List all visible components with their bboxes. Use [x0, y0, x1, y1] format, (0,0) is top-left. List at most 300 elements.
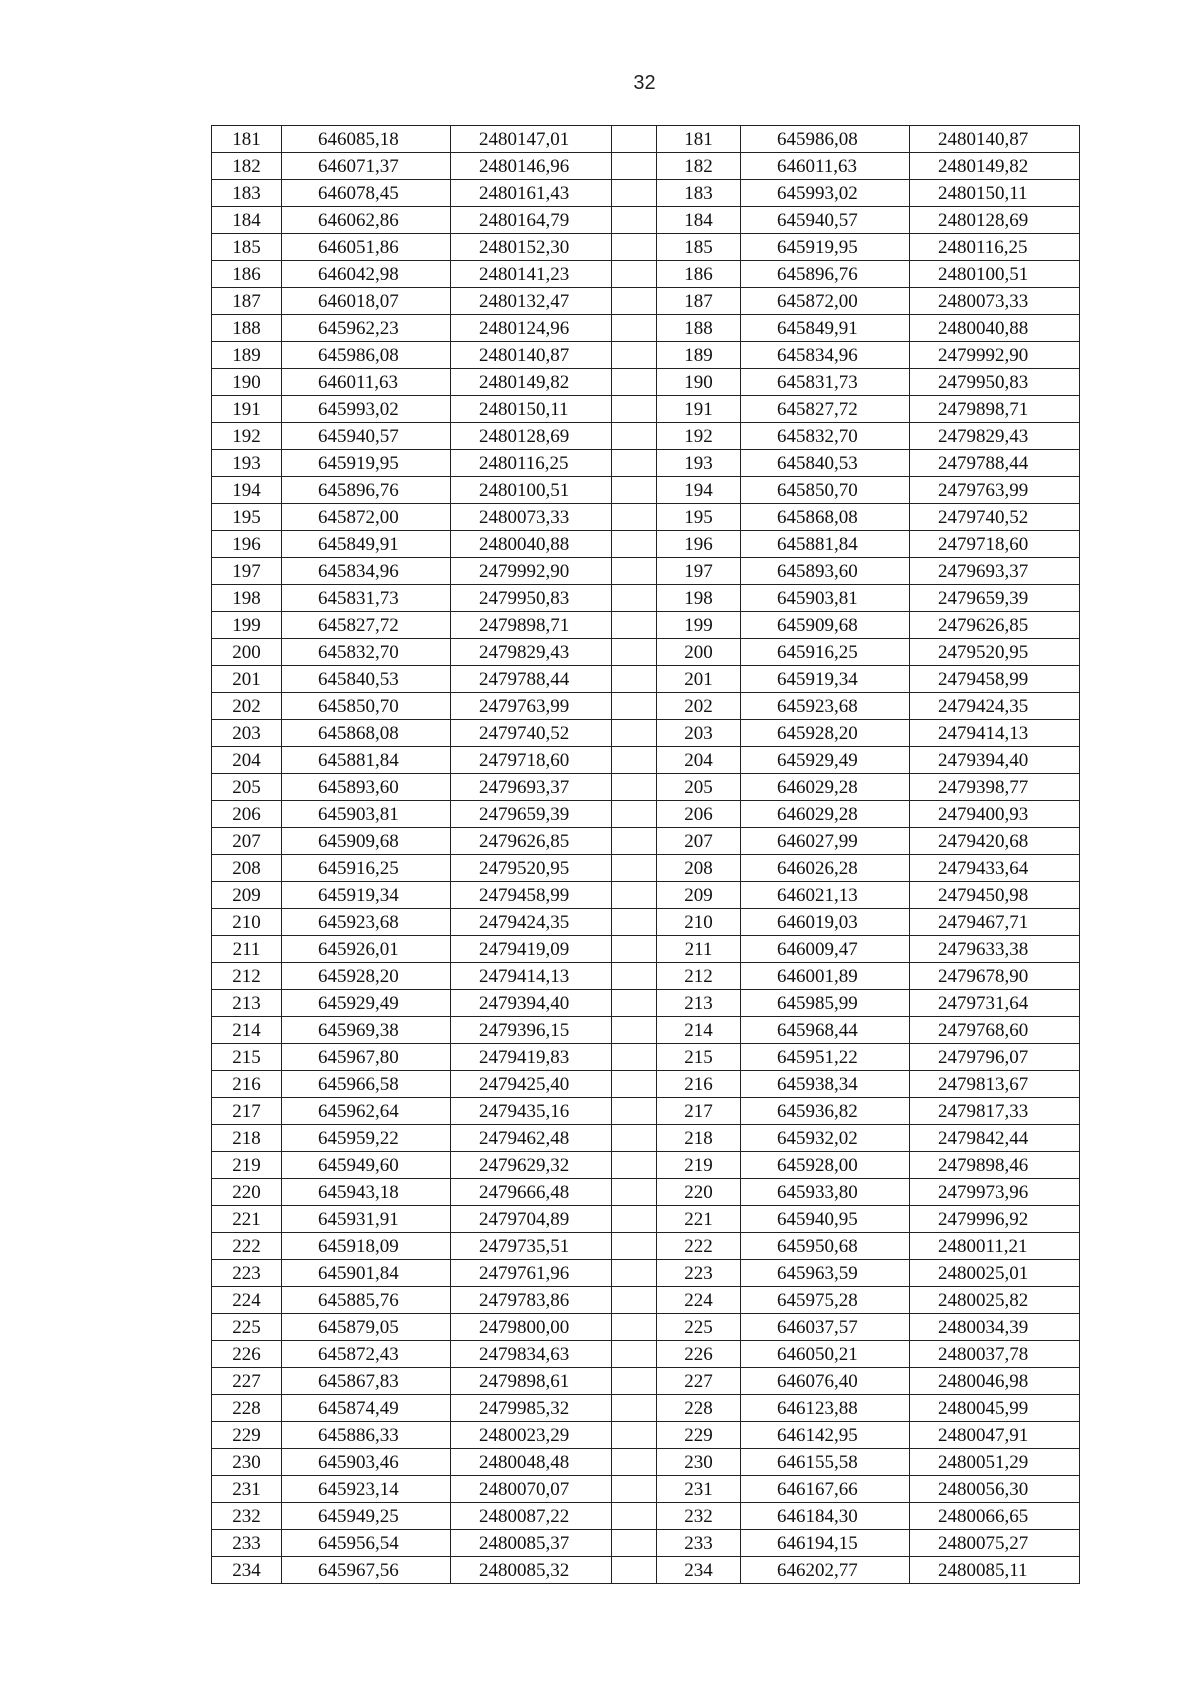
left-x-coordinate-cell: 645929,49	[282, 990, 451, 1017]
right-y-coordinate-cell: 2479718,60	[910, 531, 1080, 558]
right-x-coordinate-cell: 645872,00	[741, 288, 910, 315]
left-y-coordinate-cell: 2479462,48	[451, 1125, 612, 1152]
right-point-number-cell: 213	[657, 990, 741, 1017]
left-point-number-cell: 200	[212, 639, 282, 666]
right-y-coordinate-cell: 2479400,93	[910, 801, 1080, 828]
table-row	[212, 1017, 1080, 1044]
left-point-number-cell: 202	[212, 693, 282, 720]
right-x-coordinate-cell: 645975,28	[741, 1287, 910, 1314]
right-point-number-cell: 201	[657, 666, 741, 693]
right-y-coordinate-cell: 2479763,99	[910, 477, 1080, 504]
right-y-coordinate-cell: 2480056,30	[910, 1476, 1080, 1503]
right-y-coordinate-cell: 2479996,92	[910, 1206, 1080, 1233]
left-x-coordinate-cell: 646042,98	[282, 261, 451, 288]
right-y-coordinate-cell: 2479424,35	[910, 693, 1080, 720]
left-x-coordinate-cell: 645986,08	[282, 342, 451, 369]
column-separator-cell	[612, 1557, 657, 1584]
left-y-coordinate-cell: 2479718,60	[451, 747, 612, 774]
left-point-number-cell: 207	[212, 828, 282, 855]
left-x-coordinate-cell: 645956,54	[282, 1530, 451, 1557]
right-y-coordinate-cell: 2479420,68	[910, 828, 1080, 855]
column-separator-cell	[612, 1152, 657, 1179]
right-point-number-cell: 192	[657, 423, 741, 450]
table-row	[212, 126, 1080, 153]
left-y-coordinate-cell: 2480124,96	[451, 315, 612, 342]
right-x-coordinate-cell: 646029,28	[741, 801, 910, 828]
left-point-number-cell: 213	[212, 990, 282, 1017]
left-x-coordinate-cell: 645896,76	[282, 477, 451, 504]
table-row	[212, 423, 1080, 450]
right-x-coordinate-cell: 645850,70	[741, 477, 910, 504]
left-y-coordinate-cell: 2479898,61	[451, 1368, 612, 1395]
left-x-coordinate-cell: 646071,37	[282, 153, 451, 180]
table-row	[212, 801, 1080, 828]
right-point-number-cell: 185	[657, 234, 741, 261]
right-x-coordinate-cell: 645916,25	[741, 639, 910, 666]
left-y-coordinate-cell: 2479435,16	[451, 1098, 612, 1125]
left-y-coordinate-cell: 2480100,51	[451, 477, 612, 504]
right-x-coordinate-cell: 646029,28	[741, 774, 910, 801]
left-x-coordinate-cell: 645923,68	[282, 909, 451, 936]
left-y-coordinate-cell: 2479424,35	[451, 909, 612, 936]
left-point-number-cell: 182	[212, 153, 282, 180]
column-separator-cell	[612, 504, 657, 531]
right-point-number-cell: 222	[657, 1233, 741, 1260]
left-y-coordinate-cell: 2480146,96	[451, 153, 612, 180]
left-x-coordinate-cell: 646085,18	[282, 126, 451, 153]
left-point-number-cell: 203	[212, 720, 282, 747]
left-y-coordinate-cell: 2479458,99	[451, 882, 612, 909]
left-x-coordinate-cell: 645949,60	[282, 1152, 451, 1179]
left-x-coordinate-cell: 645868,08	[282, 720, 451, 747]
right-point-number-cell: 194	[657, 477, 741, 504]
column-separator-cell	[612, 1314, 657, 1341]
right-x-coordinate-cell: 645938,34	[741, 1071, 910, 1098]
left-point-number-cell: 218	[212, 1125, 282, 1152]
left-y-coordinate-cell: 2479704,89	[451, 1206, 612, 1233]
table-row	[212, 909, 1080, 936]
column-separator-cell	[612, 477, 657, 504]
left-point-number-cell: 206	[212, 801, 282, 828]
right-x-coordinate-cell: 645933,80	[741, 1179, 910, 1206]
left-point-number-cell: 198	[212, 585, 282, 612]
column-separator-cell	[612, 450, 657, 477]
left-point-number-cell: 221	[212, 1206, 282, 1233]
right-y-coordinate-cell: 2479813,67	[910, 1071, 1080, 1098]
right-point-number-cell: 221	[657, 1206, 741, 1233]
table-row	[212, 1476, 1080, 1503]
left-point-number-cell: 220	[212, 1179, 282, 1206]
right-x-coordinate-cell: 645950,68	[741, 1233, 910, 1260]
column-separator-cell	[612, 639, 657, 666]
left-y-coordinate-cell: 2479992,90	[451, 558, 612, 585]
left-point-number-cell: 232	[212, 1503, 282, 1530]
left-y-coordinate-cell: 2479394,40	[451, 990, 612, 1017]
right-x-coordinate-cell: 645993,02	[741, 180, 910, 207]
column-separator-cell	[612, 396, 657, 423]
left-point-number-cell: 231	[212, 1476, 282, 1503]
left-x-coordinate-cell: 645886,33	[282, 1422, 451, 1449]
right-y-coordinate-cell: 2479950,83	[910, 369, 1080, 396]
left-point-number-cell: 187	[212, 288, 282, 315]
table-row	[212, 1341, 1080, 1368]
left-x-coordinate-cell: 645966,58	[282, 1071, 451, 1098]
page-number: 32	[633, 72, 656, 94]
left-y-coordinate-cell: 2480141,23	[451, 261, 612, 288]
right-y-coordinate-cell: 2480046,98	[910, 1368, 1080, 1395]
right-y-coordinate-cell: 2480051,29	[910, 1449, 1080, 1476]
right-y-coordinate-cell: 2480140,87	[910, 126, 1080, 153]
left-y-coordinate-cell: 2479396,15	[451, 1017, 612, 1044]
right-y-coordinate-cell: 2479829,43	[910, 423, 1080, 450]
right-x-coordinate-cell: 645928,00	[741, 1152, 910, 1179]
left-point-number-cell: 197	[212, 558, 282, 585]
right-y-coordinate-cell: 2479817,33	[910, 1098, 1080, 1125]
column-separator-cell	[612, 1071, 657, 1098]
table-row	[212, 1098, 1080, 1125]
left-point-number-cell: 190	[212, 369, 282, 396]
left-point-number-cell: 228	[212, 1395, 282, 1422]
right-point-number-cell: 226	[657, 1341, 741, 1368]
right-y-coordinate-cell: 2480075,27	[910, 1530, 1080, 1557]
column-separator-cell	[612, 531, 657, 558]
right-x-coordinate-cell: 646011,63	[741, 153, 910, 180]
left-y-coordinate-cell: 2479761,96	[451, 1260, 612, 1287]
left-x-coordinate-cell: 645919,34	[282, 882, 451, 909]
left-x-coordinate-cell: 646078,45	[282, 180, 451, 207]
left-x-coordinate-cell: 645832,70	[282, 639, 451, 666]
column-separator-cell	[612, 801, 657, 828]
right-y-coordinate-cell: 2479659,39	[910, 585, 1080, 612]
right-point-number-cell: 216	[657, 1071, 741, 1098]
right-x-coordinate-cell: 646019,03	[741, 909, 910, 936]
table-row	[212, 1449, 1080, 1476]
left-point-number-cell: 199	[212, 612, 282, 639]
right-point-number-cell: 181	[657, 126, 741, 153]
left-point-number-cell: 193	[212, 450, 282, 477]
table-row	[212, 450, 1080, 477]
right-point-number-cell: 217	[657, 1098, 741, 1125]
right-y-coordinate-cell: 2479433,64	[910, 855, 1080, 882]
left-y-coordinate-cell: 2480132,47	[451, 288, 612, 315]
left-x-coordinate-cell: 645881,84	[282, 747, 451, 774]
right-x-coordinate-cell: 645963,59	[741, 1260, 910, 1287]
right-x-coordinate-cell: 645936,82	[741, 1098, 910, 1125]
left-x-coordinate-cell: 646051,86	[282, 234, 451, 261]
left-x-coordinate-cell: 645849,91	[282, 531, 451, 558]
left-y-coordinate-cell: 2480150,11	[451, 396, 612, 423]
right-point-number-cell: 206	[657, 801, 741, 828]
table-row	[212, 1179, 1080, 1206]
left-point-number-cell: 196	[212, 531, 282, 558]
column-separator-cell	[612, 1476, 657, 1503]
table-row	[212, 963, 1080, 990]
left-y-coordinate-cell: 2479788,44	[451, 666, 612, 693]
right-point-number-cell: 208	[657, 855, 741, 882]
left-y-coordinate-cell: 2480070,07	[451, 1476, 612, 1503]
table-row	[212, 828, 1080, 855]
right-point-number-cell: 182	[657, 153, 741, 180]
left-y-coordinate-cell: 2480140,87	[451, 342, 612, 369]
table-row	[212, 1233, 1080, 1260]
right-x-coordinate-cell: 646001,89	[741, 963, 910, 990]
right-y-coordinate-cell: 2479898,71	[910, 396, 1080, 423]
table-row	[212, 477, 1080, 504]
table-row	[212, 342, 1080, 369]
left-y-coordinate-cell: 2479950,83	[451, 585, 612, 612]
table-row	[212, 774, 1080, 801]
column-separator-cell	[612, 1341, 657, 1368]
left-x-coordinate-cell: 645916,25	[282, 855, 451, 882]
table-row	[212, 207, 1080, 234]
right-y-coordinate-cell: 2479394,40	[910, 747, 1080, 774]
right-x-coordinate-cell: 645840,53	[741, 450, 910, 477]
left-point-number-cell: 230	[212, 1449, 282, 1476]
column-separator-cell	[612, 909, 657, 936]
left-point-number-cell: 208	[212, 855, 282, 882]
column-separator-cell	[612, 369, 657, 396]
right-y-coordinate-cell: 2479398,77	[910, 774, 1080, 801]
right-x-coordinate-cell: 645834,96	[741, 342, 910, 369]
column-separator-cell	[612, 1044, 657, 1071]
left-x-coordinate-cell: 646062,86	[282, 207, 451, 234]
left-point-number-cell: 186	[212, 261, 282, 288]
right-point-number-cell: 203	[657, 720, 741, 747]
left-point-number-cell: 204	[212, 747, 282, 774]
right-x-coordinate-cell: 646027,99	[741, 828, 910, 855]
right-y-coordinate-cell: 2480150,11	[910, 180, 1080, 207]
right-point-number-cell: 220	[657, 1179, 741, 1206]
left-x-coordinate-cell: 645931,91	[282, 1206, 451, 1233]
right-point-number-cell: 197	[657, 558, 741, 585]
table-row	[212, 1368, 1080, 1395]
table-row	[212, 1422, 1080, 1449]
left-x-coordinate-cell: 645940,57	[282, 423, 451, 450]
left-y-coordinate-cell: 2479414,13	[451, 963, 612, 990]
left-y-coordinate-cell: 2480164,79	[451, 207, 612, 234]
table-row	[212, 666, 1080, 693]
left-point-number-cell: 183	[212, 180, 282, 207]
left-x-coordinate-cell: 645926,01	[282, 936, 451, 963]
left-y-coordinate-cell: 2480128,69	[451, 423, 612, 450]
right-x-coordinate-cell: 645940,57	[741, 207, 910, 234]
column-separator-cell	[612, 693, 657, 720]
table-row	[212, 396, 1080, 423]
table-row	[212, 1503, 1080, 1530]
left-y-coordinate-cell: 2480048,48	[451, 1449, 612, 1476]
left-y-coordinate-cell: 2479898,71	[451, 612, 612, 639]
right-x-coordinate-cell: 646202,77	[741, 1557, 910, 1584]
right-y-coordinate-cell: 2479693,37	[910, 558, 1080, 585]
left-x-coordinate-cell: 645962,23	[282, 315, 451, 342]
right-x-coordinate-cell: 646021,13	[741, 882, 910, 909]
right-y-coordinate-cell: 2479898,46	[910, 1152, 1080, 1179]
right-point-number-cell: 211	[657, 936, 741, 963]
left-y-coordinate-cell: 2479520,95	[451, 855, 612, 882]
left-y-coordinate-cell: 2480147,01	[451, 126, 612, 153]
left-point-number-cell: 219	[212, 1152, 282, 1179]
column-separator-cell	[612, 261, 657, 288]
right-y-coordinate-cell: 2480025,82	[910, 1287, 1080, 1314]
left-y-coordinate-cell: 2480023,29	[451, 1422, 612, 1449]
right-point-number-cell: 229	[657, 1422, 741, 1449]
left-y-coordinate-cell: 2479783,86	[451, 1287, 612, 1314]
left-point-number-cell: 192	[212, 423, 282, 450]
left-point-number-cell: 189	[212, 342, 282, 369]
left-point-number-cell: 217	[212, 1098, 282, 1125]
right-point-number-cell: 198	[657, 585, 741, 612]
left-y-coordinate-cell: 2480085,37	[451, 1530, 612, 1557]
column-separator-cell	[612, 774, 657, 801]
right-x-coordinate-cell: 645849,91	[741, 315, 910, 342]
right-y-coordinate-cell: 2479842,44	[910, 1125, 1080, 1152]
left-x-coordinate-cell: 645867,83	[282, 1368, 451, 1395]
right-point-number-cell: 228	[657, 1395, 741, 1422]
left-y-coordinate-cell: 2479735,51	[451, 1233, 612, 1260]
right-x-coordinate-cell: 645831,73	[741, 369, 910, 396]
left-y-coordinate-cell: 2479659,39	[451, 801, 612, 828]
table-row	[212, 1152, 1080, 1179]
left-point-number-cell: 188	[212, 315, 282, 342]
table-row	[212, 234, 1080, 261]
table-row	[212, 180, 1080, 207]
left-y-coordinate-cell: 2480085,32	[451, 1557, 612, 1584]
column-separator-cell	[612, 1233, 657, 1260]
right-y-coordinate-cell: 2479740,52	[910, 504, 1080, 531]
left-point-number-cell: 215	[212, 1044, 282, 1071]
right-x-coordinate-cell: 645919,95	[741, 234, 910, 261]
table-row	[212, 288, 1080, 315]
left-y-coordinate-cell: 2479693,37	[451, 774, 612, 801]
left-x-coordinate-cell: 645840,53	[282, 666, 451, 693]
right-point-number-cell: 214	[657, 1017, 741, 1044]
right-x-coordinate-cell: 645832,70	[741, 423, 910, 450]
right-point-number-cell: 232	[657, 1503, 741, 1530]
right-x-coordinate-cell: 646123,88	[741, 1395, 910, 1422]
table-row	[212, 261, 1080, 288]
left-x-coordinate-cell: 645901,84	[282, 1260, 451, 1287]
right-y-coordinate-cell: 2480037,78	[910, 1341, 1080, 1368]
column-separator-cell	[612, 126, 657, 153]
left-point-number-cell: 205	[212, 774, 282, 801]
right-point-number-cell: 189	[657, 342, 741, 369]
right-y-coordinate-cell: 2480047,91	[910, 1422, 1080, 1449]
right-y-coordinate-cell: 2479520,95	[910, 639, 1080, 666]
column-separator-cell	[612, 747, 657, 774]
column-separator-cell	[612, 1098, 657, 1125]
right-y-coordinate-cell: 2479678,90	[910, 963, 1080, 990]
table-row	[212, 720, 1080, 747]
left-point-number-cell: 201	[212, 666, 282, 693]
left-y-coordinate-cell: 2479626,85	[451, 828, 612, 855]
right-point-number-cell: 205	[657, 774, 741, 801]
right-y-coordinate-cell: 2479626,85	[910, 612, 1080, 639]
right-point-number-cell: 219	[657, 1152, 741, 1179]
right-point-number-cell: 233	[657, 1530, 741, 1557]
table-row	[212, 1314, 1080, 1341]
right-point-number-cell: 230	[657, 1449, 741, 1476]
right-y-coordinate-cell: 2479768,60	[910, 1017, 1080, 1044]
right-point-number-cell: 207	[657, 828, 741, 855]
left-point-number-cell: 210	[212, 909, 282, 936]
table-row	[212, 585, 1080, 612]
left-x-coordinate-cell: 645872,00	[282, 504, 451, 531]
table-row	[212, 990, 1080, 1017]
column-separator-cell	[612, 1395, 657, 1422]
right-point-number-cell: 234	[657, 1557, 741, 1584]
left-x-coordinate-cell: 646018,07	[282, 288, 451, 315]
table-row	[212, 936, 1080, 963]
left-point-number-cell: 234	[212, 1557, 282, 1584]
column-separator-cell	[612, 990, 657, 1017]
right-x-coordinate-cell: 645929,49	[741, 747, 910, 774]
left-x-coordinate-cell: 645909,68	[282, 828, 451, 855]
right-x-coordinate-cell: 646194,15	[741, 1530, 910, 1557]
left-x-coordinate-cell: 645959,22	[282, 1125, 451, 1152]
column-separator-cell	[612, 882, 657, 909]
left-x-coordinate-cell: 645872,43	[282, 1341, 451, 1368]
column-separator-cell	[612, 1422, 657, 1449]
right-y-coordinate-cell: 2479788,44	[910, 450, 1080, 477]
right-y-coordinate-cell: 2479992,90	[910, 342, 1080, 369]
left-point-number-cell: 211	[212, 936, 282, 963]
right-y-coordinate-cell: 2480116,25	[910, 234, 1080, 261]
right-y-coordinate-cell: 2479796,07	[910, 1044, 1080, 1071]
right-point-number-cell: 199	[657, 612, 741, 639]
right-y-coordinate-cell: 2479731,64	[910, 990, 1080, 1017]
right-point-number-cell: 204	[657, 747, 741, 774]
left-x-coordinate-cell: 645919,95	[282, 450, 451, 477]
right-point-number-cell: 212	[657, 963, 741, 990]
left-x-coordinate-cell: 645967,80	[282, 1044, 451, 1071]
column-separator-cell	[612, 963, 657, 990]
left-x-coordinate-cell: 645827,72	[282, 612, 451, 639]
left-y-coordinate-cell: 2479985,32	[451, 1395, 612, 1422]
column-separator-cell	[612, 153, 657, 180]
table-row	[212, 693, 1080, 720]
column-separator-cell	[612, 612, 657, 639]
right-point-number-cell: 190	[657, 369, 741, 396]
right-x-coordinate-cell: 645923,68	[741, 693, 910, 720]
column-separator-cell	[612, 315, 657, 342]
column-separator-cell	[612, 855, 657, 882]
right-y-coordinate-cell: 2480100,51	[910, 261, 1080, 288]
right-y-coordinate-cell: 2480073,33	[910, 288, 1080, 315]
left-x-coordinate-cell: 645903,46	[282, 1449, 451, 1476]
column-separator-cell	[612, 207, 657, 234]
right-x-coordinate-cell: 645896,76	[741, 261, 910, 288]
left-point-number-cell: 184	[212, 207, 282, 234]
left-x-coordinate-cell: 645874,49	[282, 1395, 451, 1422]
left-point-number-cell: 223	[212, 1260, 282, 1287]
column-separator-cell	[612, 1125, 657, 1152]
left-point-number-cell: 224	[212, 1287, 282, 1314]
left-point-number-cell: 229	[212, 1422, 282, 1449]
column-separator-cell	[612, 288, 657, 315]
right-y-coordinate-cell: 2480034,39	[910, 1314, 1080, 1341]
left-x-coordinate-cell: 645918,09	[282, 1233, 451, 1260]
right-x-coordinate-cell: 645868,08	[741, 504, 910, 531]
right-point-number-cell: 224	[657, 1287, 741, 1314]
right-point-number-cell: 227	[657, 1368, 741, 1395]
left-y-coordinate-cell: 2479740,52	[451, 720, 612, 747]
column-separator-cell	[612, 936, 657, 963]
left-x-coordinate-cell: 645879,05	[282, 1314, 451, 1341]
right-point-number-cell: 202	[657, 693, 741, 720]
left-x-coordinate-cell: 645949,25	[282, 1503, 451, 1530]
right-y-coordinate-cell: 2479467,71	[910, 909, 1080, 936]
left-y-coordinate-cell: 2480116,25	[451, 450, 612, 477]
